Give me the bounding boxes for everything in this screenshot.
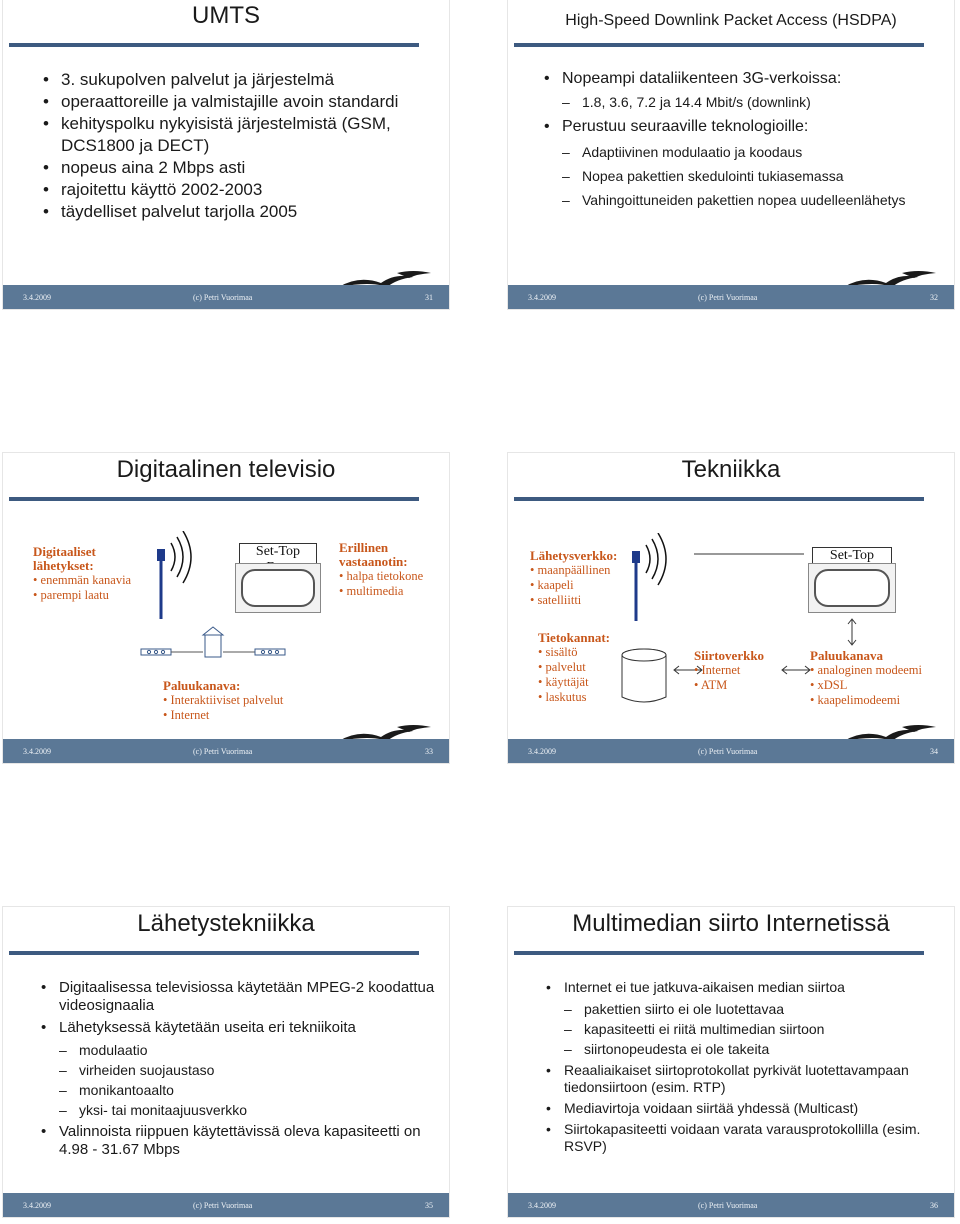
bullet — [544, 69, 944, 111]
footer-date: 3.4.2009 — [528, 747, 556, 756]
transfer-block — [694, 649, 784, 693]
slide-title: Multimedian siirto Internetissä — [572, 910, 890, 937]
bullet: • täydelliset palvelut tarjolla 2005 — [43, 201, 439, 223]
sub-list — [562, 93, 944, 111]
sub-bullet: – Nopea pakettien skedulointi tukiasemassa — [562, 167, 944, 185]
broadcast-item: • enemmän kanavia — [33, 573, 132, 587]
sub-list — [59, 1040, 439, 1120]
sub-list — [564, 999, 944, 1059]
slide-31 — [2, 0, 450, 310]
footer-author: (c) Petri Vuorimaa — [193, 747, 253, 756]
sub-bullet: – kapasiteetti ei riitä multimedian siirtoon — [564, 1019, 944, 1039]
transfer-item: • ATM — [694, 678, 728, 692]
slide-title: Digitaalinen televisio — [116, 456, 336, 483]
sub-list — [562, 143, 944, 209]
slide-title: Lähetystekniikka — [137, 910, 315, 937]
return-item: • analoginen modeemi — [810, 663, 922, 677]
connection-line — [694, 549, 804, 559]
database-item: • laskutus — [538, 690, 587, 704]
broadcast-item: • parempi laatu — [33, 588, 109, 602]
slide-33 — [2, 452, 450, 764]
return-title: Paluukanava — [810, 648, 883, 663]
database-item: • palvelut — [538, 660, 586, 674]
sub-bullet: – pakettien siirto ei ole luotettavaa — [564, 999, 944, 1019]
return-item: • xDSL — [810, 678, 848, 692]
set-top-box-icon — [235, 563, 321, 613]
set-top-box-label: Set-Top — [812, 547, 892, 581]
bullet: • Siirtokapasiteetti voidaan varata varausprotokollilla (esim. RSVP) — [546, 1121, 944, 1155]
bullet — [544, 117, 944, 209]
return-block — [163, 679, 323, 723]
bullet — [546, 979, 944, 1059]
return-channel-icon — [139, 625, 289, 665]
footer-date: 3.4.2009 — [23, 747, 51, 756]
slide-32 — [507, 0, 955, 310]
slide-35 — [2, 906, 450, 1218]
footer-date: 3.4.2009 — [528, 1201, 556, 1210]
return-block — [810, 649, 950, 708]
bullet: • Mediavirtoja voidaan siirtää yhdessä (Multicast) — [546, 1100, 944, 1117]
bullet: • kehityspolku nykyisistä järjestelmistä (GSM, DCS1800 ja DECT) — [43, 113, 439, 157]
slide-body — [546, 979, 944, 1155]
footer-author: (c) Petri Vuorimaa — [698, 293, 758, 302]
slide-footer — [3, 739, 449, 763]
footer-author: (c) Petri Vuorimaa — [698, 747, 758, 756]
title-underline — [514, 43, 924, 47]
title-underline — [9, 43, 419, 47]
bullet-text: Perustuu seuraaville teknologioille: — [562, 118, 809, 135]
network-item: • maanpäällinen — [530, 563, 611, 577]
receiver-title: Erillinen vastaanotin: — [339, 540, 408, 569]
slide-title: UMTS — [192, 2, 260, 29]
bullet-list — [544, 69, 944, 209]
sub-bullet: – modulaatio — [59, 1040, 439, 1060]
footer-author: (c) Petri Vuorimaa — [193, 293, 253, 302]
bullet-list — [41, 979, 439, 1159]
network-item: • satelliitti — [530, 593, 582, 607]
slide-body — [43, 69, 439, 223]
title-underline — [9, 951, 419, 955]
set-top-box-icon — [808, 563, 896, 613]
slide-footer — [3, 1193, 449, 1217]
bullet — [41, 1019, 439, 1120]
bullet-text: Internet ei tue jatkuva-aikaisen median siirtoa — [564, 979, 845, 995]
receiver-item: • halpa tietokone — [339, 569, 424, 583]
footer-date: 3.4.2009 — [23, 1201, 51, 1210]
double-arrow-icon — [780, 663, 812, 677]
bullet-list — [43, 69, 439, 223]
sub-bullet: – yksi- tai monitaajuusverkko — [59, 1100, 439, 1120]
receiver-item: • multimedia — [339, 584, 404, 598]
footer-date: 3.4.2009 — [528, 293, 556, 302]
broadcast-block — [33, 545, 153, 603]
bullet-list — [546, 979, 944, 1155]
slide-body — [41, 979, 439, 1159]
slide-number: 35 — [425, 1201, 433, 1210]
slide-number: 33 — [425, 747, 433, 756]
bullet: • rajoitettu käyttö 2002-2003 — [43, 179, 439, 201]
title-underline — [514, 951, 924, 955]
database-icon — [616, 647, 672, 705]
slide-number: 31 — [425, 293, 433, 302]
network-block — [530, 549, 640, 608]
slide-footer — [508, 285, 954, 309]
network-title: Lähetysverkko: — [530, 548, 618, 563]
bullet: • operaattoreille ja valmistajille avoin standardi — [43, 91, 439, 113]
set-top-box-label: Set-Top — [239, 543, 317, 577]
slide-footer — [508, 1193, 954, 1217]
sub-bullet: – siirtonopeudesta ei ole takeita — [564, 1039, 944, 1059]
antenna-icon — [628, 533, 678, 623]
antenna-icon — [153, 531, 203, 621]
database-item: • sisältö — [538, 645, 578, 659]
bullet: • nopeus aina 2 Mbps asti — [43, 157, 439, 179]
bullet: • Digitaalisessa televisiossa käytetään MPEG-2 koodattua videosignaalia — [41, 979, 439, 1015]
bullet: • Valinnoista riippuen käytettävissä oleva kapasiteetti on 4.98 - 31.67 Mbps — [41, 1123, 439, 1159]
slide-body — [544, 69, 944, 211]
sub-bullet: – 1.8, 3.6, 7.2 ja 14.4 Mbit/s (downlink) — [562, 93, 944, 111]
network-item: • kaapeli — [530, 578, 574, 592]
database-item: • käyttäjät — [538, 675, 589, 689]
slide-footer — [508, 739, 954, 763]
return-item: • kaapelimodeemi — [810, 693, 901, 707]
slide-title: High-Speed Downlink Packet Access (HSDPA) — [565, 12, 897, 29]
slide-34 — [507, 452, 955, 764]
slide-number: 36 — [930, 1201, 938, 1210]
bullet-text: Nopeampi dataliikenteen 3G-verkoissa: — [562, 70, 842, 87]
transfer-item: • Internet — [694, 663, 741, 677]
bullet-text: Lähetyksessä käytetään useita eri tekniikoita — [59, 1019, 356, 1036]
footer-author: (c) Petri Vuorimaa — [698, 1201, 758, 1210]
slide-title: Tekniikka — [681, 456, 781, 483]
sub-bullet: – Adaptiivinen modulaatio ja koodaus — [562, 143, 944, 161]
bullet: • 3. sukupolven palvelut ja järjestelmä — [43, 69, 439, 91]
title-underline — [9, 497, 419, 501]
database-title: Tietokannat: — [538, 630, 610, 645]
slide-footer — [3, 285, 449, 309]
broadcast-title: Digitaaliset lähetykset: — [33, 544, 96, 573]
footer-author: (c) Petri Vuorimaa — [193, 1201, 253, 1210]
transfer-title: Siirtoverkko — [694, 648, 765, 663]
double-arrow-icon — [845, 617, 859, 647]
slide-number: 32 — [930, 293, 938, 302]
footer-date: 3.4.2009 — [23, 293, 51, 302]
receiver-block — [339, 541, 449, 599]
return-title: Paluukanava: — [163, 678, 241, 693]
sub-bullet: – virheiden suojaustaso — [59, 1060, 439, 1080]
slide-36 — [507, 906, 955, 1218]
slide-number: 34 — [930, 747, 938, 756]
sub-bullet: – monikantoaalto — [59, 1080, 439, 1100]
return-item: • Interaktiiviset palvelut — [163, 693, 284, 707]
bullet: • Reaaliaikaiset siirtoprotokollat pyrkivät luotettavampaan tiedonsiirtoon (esim. RTP) — [546, 1062, 944, 1096]
title-underline — [514, 497, 924, 501]
sub-bullet: – Vahingoittuneiden pakettien nopea uudelleenlähetys — [562, 191, 944, 209]
return-item: • Internet — [163, 708, 210, 722]
database-block — [538, 631, 628, 705]
